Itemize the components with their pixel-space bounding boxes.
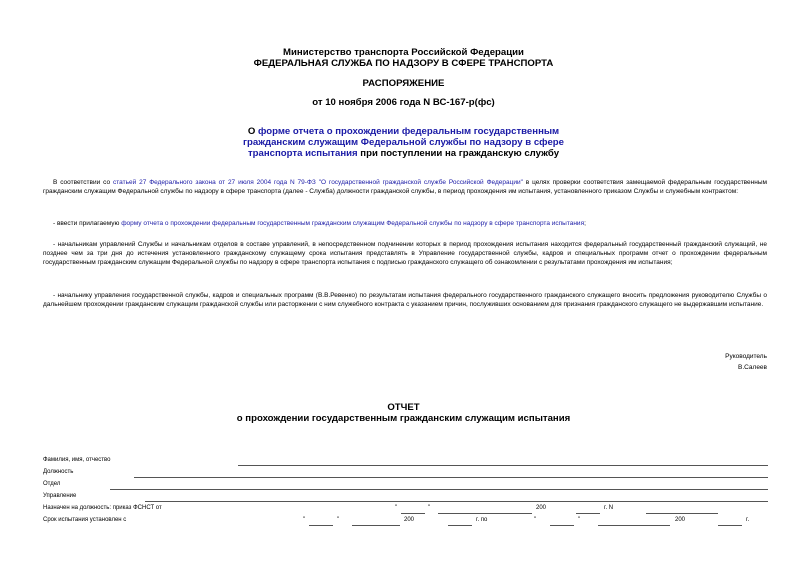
term-to-month-field[interactable] xyxy=(598,525,670,526)
subject-link-line3[interactable]: транспорта испытания xyxy=(247,148,358,159)
report-subtitle: о прохождении государственным гражданским служащим испытания xyxy=(236,413,571,424)
position-field[interactable] xyxy=(134,477,768,478)
report-title: ОТЧЕТ xyxy=(387,402,420,413)
signature-name: В.Салеев xyxy=(738,364,767,371)
appointed-order-no-field[interactable] xyxy=(646,513,718,514)
appointed-month-field[interactable] xyxy=(438,513,532,514)
term-to-label: г. по xyxy=(476,517,488,523)
paragraph-2 xyxy=(43,219,767,228)
p1-start: В соответствии со xyxy=(53,179,113,186)
directorate-field[interactable] xyxy=(145,501,768,502)
term-to-year-prefix: 200 xyxy=(675,517,686,523)
term-from-quote-close: " xyxy=(337,517,340,523)
ministry-title: Министерство транспорта Российской Федерации xyxy=(283,47,524,58)
paragraph-3: - начальникам управлений Службы и начальникам отделов в составе управлений, в непосредственном подчинении которых в период прохождения испытания находится федеральный государственный гражданский служащий, не позднее чем за три дня до истечения установленного гражданскому служащему срока испытания представлять в Управление государственной службы, кадров и специальных программ отчет о прохождении федеральным государственным гражданским служащим Федеральной службы по надзору в сфере транспорта испытания с подписью гражданского служащего об ознакомлении с результатами прохождения им испытания; xyxy=(43,241,767,266)
subject-heading xyxy=(0,126,807,159)
term-to-year-suffix: г. xyxy=(746,517,750,523)
document-date-number: от 10 ноября 2006 года N ВС-167-р(фс) xyxy=(312,97,495,108)
subject-link-line1[interactable]: форме отчета о прохождении федеральным государственным xyxy=(257,126,560,137)
fio-field[interactable] xyxy=(238,465,768,466)
report-form-link[interactable]: форму отчета о прохождении федеральным государственным гражданским служащим Федеральной службы по надзору в сфере транспорта испытания xyxy=(121,220,585,227)
term-from-year-prefix: 200 xyxy=(404,517,415,523)
term-from-quote-open: " xyxy=(303,517,306,523)
p2-end: ; xyxy=(584,220,586,227)
paragraph-1 xyxy=(43,178,767,196)
signature-title: Руководитель xyxy=(725,353,767,360)
appointed-year-prefix: 200 xyxy=(536,505,547,511)
department-label: Отдел xyxy=(43,481,61,487)
subject-link-line2[interactable]: гражданским служащим Федеральной службы по надзору в сфере xyxy=(243,137,564,148)
term-from-day-field[interactable] xyxy=(309,525,333,526)
appointed-quote-close: " xyxy=(428,505,431,511)
term-label: Срок испытания установлен с xyxy=(43,517,127,523)
department-field[interactable] xyxy=(110,489,768,490)
document-type: РАСПОРЯЖЕНИЕ xyxy=(362,78,445,89)
fio-label: Фамилия, имя, отчество xyxy=(43,457,111,463)
term-to-quote-open: " xyxy=(534,517,537,523)
term-from-month-field[interactable] xyxy=(352,525,400,526)
subject-prefix: О xyxy=(247,126,258,137)
law-article-link[interactable]: статьей 27 Федерального закона от 27 июля 2004 года N 79-ФЗ "О государственной гражданской службе Российской Федерации" xyxy=(112,179,523,186)
appointed-day-field[interactable] xyxy=(401,513,425,514)
appointed-year-field[interactable] xyxy=(576,513,600,514)
p2-start: - ввести прилагаемую xyxy=(53,220,122,227)
subject-suffix: при поступлении на гражданскую службу xyxy=(357,148,560,159)
service-title: ФЕДЕРАЛЬНАЯ СЛУЖБА ПО НАДЗОРУ В СФЕРЕ ТРАНСПОРТА xyxy=(253,58,554,69)
appointed-quote-open: " xyxy=(395,505,398,511)
p1-rest: в целях проверки соответствия замещаемой федеральным государственным гражданским служащим Федеральной службы по надзору в сфере транспорта (далее - Служба) должности гражданской службы, в период прохождения им испытания, установленного приказом Службы и служебным контрактом: xyxy=(43,179,767,195)
term-to-day-field[interactable] xyxy=(550,525,574,526)
term-to-year-field[interactable] xyxy=(718,525,742,526)
term-to-quote-close: " xyxy=(578,517,581,523)
position-label: Должность xyxy=(43,469,74,475)
appointed-label: Назначен на должность: приказ ФСНСТ от xyxy=(43,505,162,511)
appointed-order-no-label: г. N xyxy=(604,505,614,511)
directorate-label: Управление xyxy=(43,493,77,499)
paragraph-4: - начальнику управления государственной службы, кадров и специальных программ (В.В.Ревенко) по результатам испытания федерального государственного гражданского служащего вносить предложения руководителю Службы о дальнейшем прохождении гражданским служащим гражданской службы или расторжении с ним служебного контракта с указанием причин, послуживших основанием для признания гражданского служащего не выдержавшим испытание. xyxy=(43,292,767,308)
term-from-year-field[interactable] xyxy=(448,525,472,526)
